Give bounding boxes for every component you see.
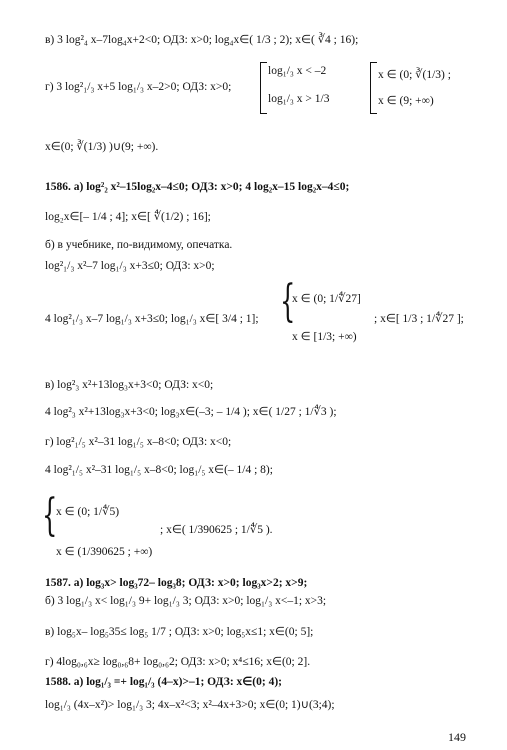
page-number: 149: [448, 730, 466, 744]
solution-line-1586-a: log₂x∈[– 1/4 ; 4]; x∈[ ∜(1/2) ; 16];: [45, 211, 211, 223]
system-1586-answer: ; x∈[ 1/3 ; 1/∜27 ];: [374, 313, 464, 325]
system-1586-line-2: x ∈ [1/3; +∞): [292, 331, 357, 343]
system-solution-2: x ∈ (9; +∞): [378, 95, 434, 107]
system-solution-1: x ∈ (0; ∛(1/3) ;: [378, 69, 451, 81]
curly-brace-1586-g: {: [42, 490, 58, 541]
problem-1587-a: 1587. а) log₃x> log₃72– log₃8; ОДЗ: x>0; log₃x>2; x>9;: [45, 577, 308, 589]
system-bracket-left: [260, 62, 267, 114]
problem-1588-a: 1588. а) log₁/₃ =+ log₁/₃ (4–x)>–1; ОДЗ: x∈(0; 4);: [45, 676, 282, 688]
solution-line-1586-v: 4 log²₃ x²+13log₃x+3<0; log₃x∈(–3; – 1/4 ); x∈( 1/27 ; 1/∜3 );: [45, 406, 337, 418]
system-1586-line-1: x ∈ (0; 1/∜27]: [292, 293, 361, 305]
problem-line-1586-b: log²₁/₃ x²–7 log₁/₃ x+3≤0; ОДЗ: x>0;: [45, 260, 215, 272]
curly-brace-1586: {: [280, 276, 296, 327]
problem-line-1586-v: в) log²₃ x²+13log₃x+3<0; ОДЗ: x<0;: [45, 379, 214, 391]
solution-line-v-1585: в) 3 log²₄ x–7log₄x+2<0; ОДЗ: x>0; log₄x∈( 1/3 ; 2); x∈( ∛4 ; 16);: [45, 34, 359, 46]
solution-line-1586-g: 4 log²₁/₅ x²–31 log₁/₅ x–8<0; log₁/₅ x∈(– 1/4 ; 8);: [45, 464, 273, 476]
solution-line-1586-b: 4 log²₁/₃ x–7 log₁/₃ x+3≤0; log₁/₃ x∈[ 3/4 ; 1];: [45, 313, 259, 325]
problem-line-1586-g: г) log²₁/₅ x²–31 log₁/₅ x–8<0; ОДЗ: x<0;: [45, 436, 232, 448]
solution-line-g-1585: г) 3 log²₁/₃ x+5 log₁/₃ x–2>0; ОДЗ: x>0;: [45, 81, 232, 93]
system-1586g-line-2: x ∈ (1/390625 ; +∞): [56, 546, 153, 558]
note-line-1586-b: б) в учебнике, по-видимому, опечатка.: [45, 239, 233, 251]
answer-line-1585: x∈(0; ∛(1/3) )∪(9; +∞).: [45, 141, 159, 153]
solution-line-1587-g: г) 4log₀,₆x≥ log₀,₆8+ log₀,₆2; ОДЗ: x>0; x⁴≤16; x∈(0; 2].: [45, 656, 311, 668]
system-line-2: log₁/₃ x > 1/3: [268, 93, 330, 105]
system-bracket-right: [370, 62, 377, 114]
solution-line-1587-v: в) log₅x– log₅35≤ log₅ 1/7 ; ОДЗ: x>0; log₅x≤1; x∈(0; 5];: [45, 626, 314, 638]
solution-line-1588-a: log₁/₃ (4x–x²)> log₁/₃ 3; 4x–x²<3; x²–4x+3>0; x∈(0; 1)∪(3;4);: [45, 699, 335, 711]
solution-line-1587-b: б) 3 log₁/₃ x< log₁/₃ 9+ log₁/₃ 3; ОДЗ: x>0; log₁/₃ x<–1; x>3;: [45, 595, 327, 607]
system-1586g-answer: ; x∈( 1/390625 ; 1/∜5 ).: [160, 524, 273, 536]
system-1586g-line-1: x ∈ (0; 1/∜5): [56, 506, 120, 518]
system-line-1: log₁/₃ x < –2: [268, 65, 327, 77]
problem-1586-a: 1586. а) log²₂ x²–15log₂x–4≤0; ОДЗ: x>0; 4 log₂x–15 log₂x–4≤0;: [45, 181, 350, 193]
